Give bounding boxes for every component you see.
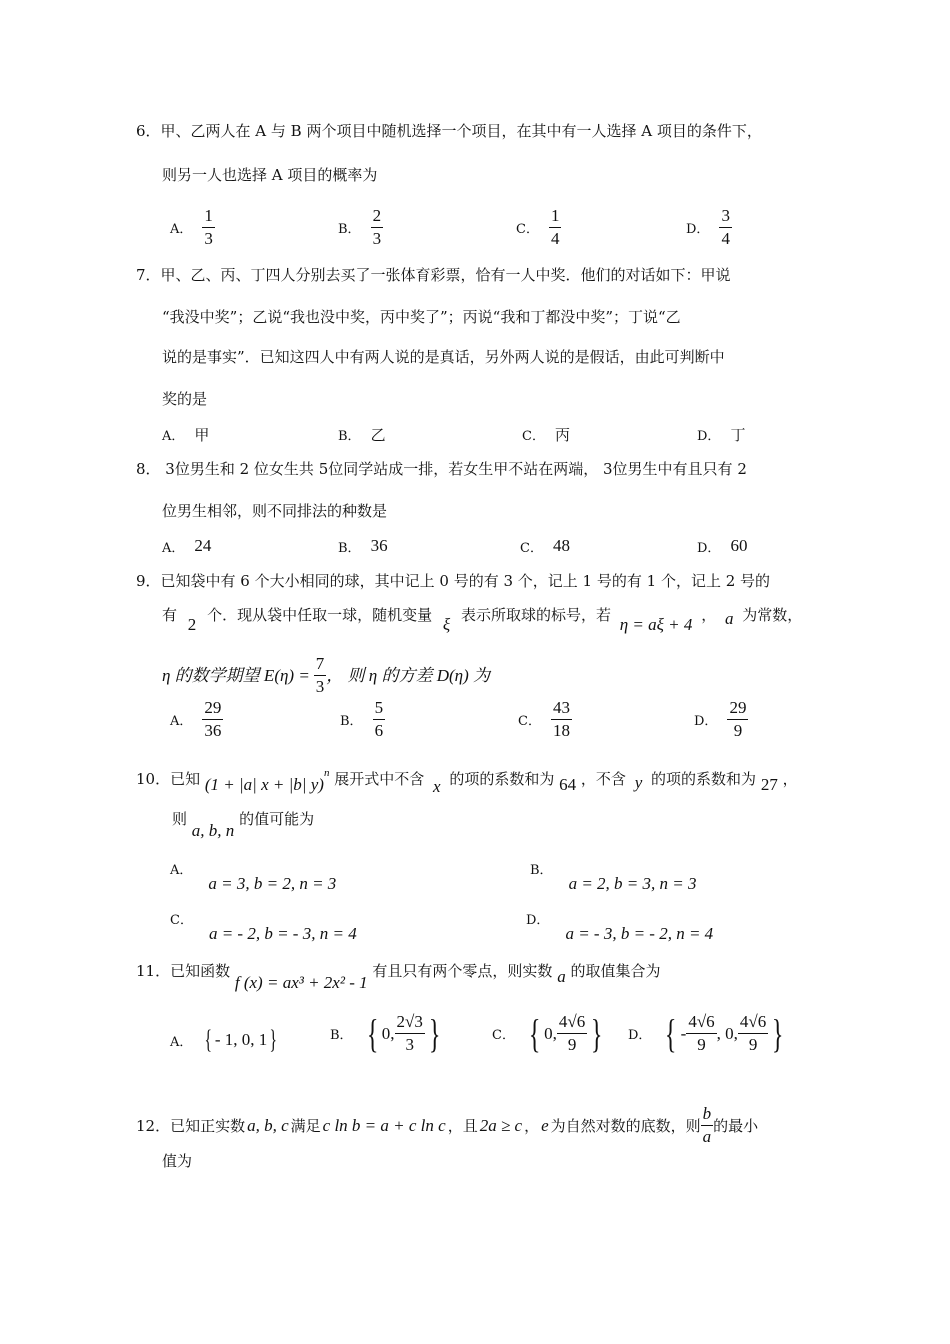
q6-option-b[interactable] <box>338 206 383 249</box>
brace-right: } <box>428 1010 441 1056</box>
option-text: 36 <box>370 536 388 555</box>
option-label: D． <box>628 1028 652 1043</box>
fraction: $\frac{43}{18}$ <box>552 698 570 740</box>
option-label: B． <box>530 862 553 878</box>
option-text: 乙 <box>370 426 386 444</box>
q12-line2: 值为 <box>162 1152 193 1170</box>
option-text: 丙 <box>554 426 570 444</box>
option-label: A． <box>170 1034 193 1050</box>
brace-right: } <box>269 1025 278 1054</box>
option-label: D． <box>697 429 721 444</box>
q9-option-b[interactable] <box>340 698 385 741</box>
option-label: D． <box>694 714 718 729</box>
option-label: A． <box>170 862 193 878</box>
fraction: $\frac{1}{3}$ <box>204 206 213 248</box>
option-label: C． <box>516 222 539 237</box>
option-label: D． <box>697 540 721 556</box>
fraction: $\frac{4√6}{9}$ <box>739 1012 767 1054</box>
q11-option-a[interactable] <box>170 1020 280 1060</box>
q11-line1: 11．已知函数 f (x) = ax³ + 2x² - 1 有且只有两个零点，则实数 a 的取值集合为 <box>136 962 661 992</box>
q7-line1: 7．甲、乙、丙、丁四人分别去买了一张体育彩票，恰有一人中奖．他们的对话如下：甲说 <box>136 266 731 284</box>
q7-option-a[interactable] <box>162 424 209 445</box>
q9-option-d[interactable] <box>694 698 748 741</box>
q6-option-a[interactable] <box>170 206 215 249</box>
fraction: $\frac{5}{6}$ <box>374 698 384 740</box>
q8-option-d[interactable] <box>697 536 747 556</box>
q9-line2: 有 2 个．现从袋中任取一球，随机变量 ξ 表示所取球的标号，若 η = aξ + 4 ， a 为常数， <box>162 606 803 634</box>
option-label: B． <box>338 429 361 444</box>
q8-option-b[interactable] <box>338 536 388 556</box>
brace-left: { <box>528 1010 541 1056</box>
option-label: A． <box>170 222 193 237</box>
option-label: A． <box>170 714 193 729</box>
q12-line1: 12．已知正实数 a, b, c 满足 c ln b = a + c ln c ，且 2a ≥ c ， e 为自然对数的底数，则 $\frac{b}{a}$ 的最小 <box>136 1104 759 1146</box>
option-text: 60 <box>730 536 748 555</box>
option-label: A． <box>162 540 185 556</box>
q7-option-d[interactable] <box>697 424 745 445</box>
option-text: a = 3, b = 2, n = 3 <box>208 874 337 893</box>
option-label: C． <box>518 714 541 729</box>
option-text: 丁 <box>730 426 746 444</box>
fraction: $\frac{4√6}{9}$ <box>558 1012 586 1054</box>
option-label: C． <box>520 540 543 556</box>
q10-line1: 10．已知 (1 + |a| x + |b| y)$^n$ 展开式中不含 x 的项的系数和为 64 ，不含 y 的项的系数和为 27 ， <box>136 767 798 796</box>
fraction: $\frac{3}{4}$ <box>721 206 730 248</box>
brace-right: } <box>591 1010 603 1056</box>
option-label: B． <box>338 540 361 556</box>
brace-left: { <box>204 1025 213 1054</box>
option-label: B． <box>340 714 363 729</box>
q11-option-c[interactable]: C． { 0, $\frac{4√6}{9}$ } <box>492 1010 603 1056</box>
brace-left: { <box>665 1010 677 1056</box>
fraction: $\frac{7}{3}$ <box>315 654 325 696</box>
option-label: A． <box>162 429 185 444</box>
option-text: 甲 <box>194 426 210 444</box>
q9-line1: 9．已知袋中有 6 个大小相同的球，其中记上 0 号的有 3 个，记上 1 号的有 1 个，记上 2 号的 <box>136 572 771 590</box>
option-label: C． <box>170 912 193 928</box>
option-text: 48 <box>552 536 570 555</box>
q7-line2: “我没中奖”；乙说“我也没中奖，丙中奖了”；丙说“我和丁都没中奖”；丁说“乙 <box>162 308 681 326</box>
q9-line3: η 的数学期望 E(η) = $\frac{7}{3}$ ， 则 η 的方差 D(η) 为 <box>162 654 491 696</box>
brace-right: } <box>772 1010 784 1056</box>
q6-option-d[interactable] <box>686 206 732 249</box>
fraction: $\frac{4√6}{9}$ <box>688 1012 715 1054</box>
brace-left: { <box>366 1010 378 1056</box>
fraction: $\frac{b}{a}$ <box>702 1104 712 1146</box>
option-text: a = 2, b = 3, n = 3 <box>568 874 697 893</box>
q10-option-c[interactable] <box>170 908 357 943</box>
option-text: 24 <box>194 536 212 555</box>
q10-option-a[interactable] <box>170 858 337 893</box>
option-label: D． <box>526 912 550 928</box>
q7-option-b[interactable] <box>338 424 386 445</box>
fraction: $\frac{2}{3}$ <box>372 206 382 248</box>
q11-option-d[interactable]: D． { - $\frac{4√6}{9}$ , 0, $\frac{4√6}{9}$ } <box>628 1010 784 1056</box>
q9-option-a[interactable] <box>170 698 223 741</box>
fraction: $\frac{29}{9}$ <box>729 698 747 740</box>
q8-option-c[interactable] <box>520 536 570 556</box>
q8-option-a[interactable] <box>162 536 211 556</box>
option-text: a = - 3, b = - 2, n = 4 <box>565 924 714 943</box>
q11-option-b[interactable]: B． { 0, $\frac{2√3}{3}$ } <box>330 1010 441 1056</box>
q10-option-d[interactable] <box>526 908 714 943</box>
option-label: D． <box>686 222 710 237</box>
q9-option-c[interactable] <box>518 698 572 741</box>
option-label: B． <box>338 222 361 237</box>
option-text: a = - 2, b = - 3, n = 4 <box>208 924 357 943</box>
q10-line2: 则 a, b, n 的值可能为 <box>172 810 315 840</box>
option-label: C． <box>492 1028 515 1043</box>
q8-line2: 位男生相邻，则不同排法的种数是 <box>162 502 388 520</box>
fraction: $\frac{2√3}{3}$ <box>396 1012 423 1054</box>
option-label: C． <box>522 429 545 444</box>
q6-option-c[interactable] <box>516 206 561 249</box>
fraction: $\frac{1}{4}$ <box>550 206 560 248</box>
option-label: B． <box>330 1028 353 1043</box>
q7-line3: 说的是事实”．已知这四人中有两人说的是真话，另外两人说的是假话，由此可判断中 <box>162 348 725 366</box>
fraction: $\frac{29}{36}$ <box>204 698 222 740</box>
q7-option-c[interactable] <box>522 424 570 445</box>
q7-line4: 奖的是 <box>162 390 208 408</box>
q10-option-b[interactable] <box>530 858 697 893</box>
option-text: - 1, 0, 1 <box>214 1030 268 1049</box>
q8-line1: 8． 3位男生和 2 位女生共 5位同学站成一排，若女生甲不站在两端， 3位男生中有且只有 2 <box>136 460 747 478</box>
q6-line2: 则另一人也选择 A 项目的概率为 <box>162 166 378 184</box>
q6-line1: 6．甲、乙两人在 A 与 B 两个项目中随机选择一个项目，在其中有一人选择 A 项目的条件下， <box>136 122 762 140</box>
